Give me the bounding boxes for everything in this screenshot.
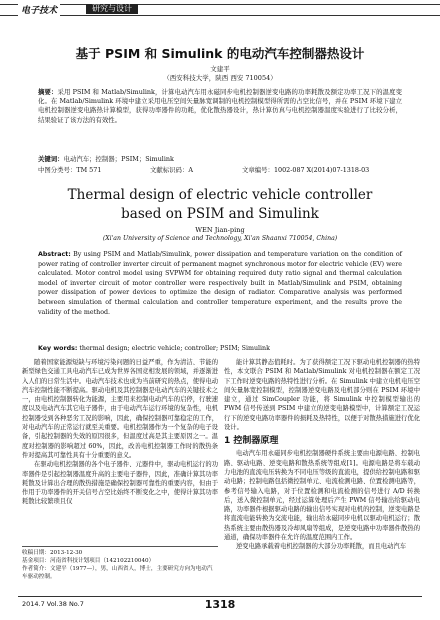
section-label: 研究与设计: [86, 4, 138, 14]
abstract-cn-label: 摘要：: [38, 88, 58, 96]
body-column-right: [224, 358, 420, 552]
body-paragraph: 逆变电路承载着电机控制器的大部分功率耗散，而且电动汽车: [236, 543, 407, 551]
page-number: 1318: [204, 598, 236, 611]
section-heading-1: 1 控制器原理: [224, 436, 279, 447]
keywords-en-text: thermal design; electric vehicle; controller; PSIM; Simulink: [79, 345, 270, 352]
author-english: WEN Jian-ping: [195, 226, 245, 234]
title-english: [0, 186, 440, 224]
title-en-line-1: Thermal design of electric vehicle controller: [67, 187, 373, 203]
clc-number: 中图分类号：TM 571: [38, 166, 102, 174]
affiliation-english: (Xi'an University of Science and Technology, Xi'an Shaanxi 710054, China): [102, 235, 338, 242]
keywords-cn-text: 电动汽车；控制器；PSIM；Simulink: [63, 155, 174, 163]
body-paragraph: 能计算其静态值耗时。为了获得额定工况下驱动电机控制器的热特性，本文联合 PSIM 和 Matlab/Simulink 对电机控制器在额定工况下工作时逆变电路的热特性进行分析。在 Simulink 中建立电机电压空间矢量脉宽控制模型，控制器逆变电路及电机部分则在 PSIM 环境中建立，通过 SimCoupler 功能，将 Simulink 中控制模型输出的 PWM 信号传送到 PSIM 中建立的逆变电路模型中，计算额定工况运行下的逆变电路功率器件的损耗及热特性，以便于对散热措施进行优化设计。: [224, 359, 420, 432]
abstract-chinese: [38, 88, 402, 125]
keywords-english: [38, 345, 402, 352]
footnote-line: 收稿日期：2013-12-30: [22, 550, 83, 556]
abstract-english: [38, 250, 402, 317]
body-paragraph: 电动汽车用永磁同步电机控制器硬件系统主要由电源电路、控制电路、驱动电路、逆变电路和散热系统等组成[1]。电源电路是将车载动力电池的直流电压转换为不同电压等级的直流电，提供给控制电路和驱动电路；控制电路包括微控制单元、电流检测电路、位置检测电路等，参考信号输入电路，对于位置检测和电流检测的信号进行 A/D 转换后，送入微控制单元，经过运算处理后产生 PWM 信号输出给驱动电路，功率器件根据驱动电路的输出信号实现对电机的控制，逆变电路是将直流电能转换为交流电能，输出给永磁同步电机以驱动电机运行；散热系统主要由散热器及冷却风扇等组成，是逆变电路中功率器件散热的通道，确保功率器件在允许的温度范围内工作。: [224, 450, 420, 542]
header-rule: [0, 4, 440, 16]
author-chinese: 文建平: [210, 65, 230, 73]
footnote-line: 基金项目：河南省科技计划项目（142102210040）: [22, 558, 155, 564]
footer-rule: [18, 596, 422, 597]
abstract-en-label: Abstract:: [38, 251, 71, 258]
journal-header: [0, 0, 440, 22]
footnote-line: 作者简介：文建平（1977—），男，山西省人，博士，主要研究方向为电动汽车驱动控制。: [22, 566, 213, 580]
document-code: 文献标识码：A: [150, 166, 193, 174]
journal-name: 电子技术: [18, 3, 60, 16]
body-paragraph: 在驱动电机控制器的各个电子器件、元器件中，驱动电机运行的功率器件是引起控制器温度升高的主要电子器件，因此，准确计算其功率耗散及计算出合理的散热措施是确保控制器可靠性的重要内容，但由于作用于功率器件的开关信号占空比始终不断变化之中，使得计算其功率耗散比较繁琐且仅: [22, 461, 218, 506]
affiliation-chinese: （西安科技大学，陕西 西安 710054）: [163, 74, 277, 82]
issue-info: 2014.7 Vol.38 No.7: [22, 600, 84, 608]
title-en-line-2: based on PSIM and Simulink: [121, 206, 319, 222]
page-footer: [0, 596, 440, 614]
body-paragraph: 随着国家能源短缺与环境污染问题的日益严重，作为清洁、节能的新型绿色交通工具电动汽车已成为世界各国竞相发展的领域，并逐渐进入人们的日常生活中。电动汽车技术也成为当前研究的热点，使得电动汽车控制性能不断提高。驱动电机及其控制器是电动汽车的关键技术之一，由电机控制器转化为能源，主要用来控制电动汽车的启停，行驶速度以及电动汽车其它电子器件，由于电动汽车运行环境的复杂性，电机控制器受到各种恶劣工况的影响，因此，确保控制器可靠稳定的工作，对电动汽车的正常运行就至关重要。电机控制器作为一个复杂的电子设备，引起控制器的失效的原因很多，但温度过高是其主要原因之一。温度对控制器的影响超过 60%，因此，改善电机控制器工作时的散热条件对提高其可靠性具有十分重要的意义。: [22, 359, 218, 459]
keywords-cn-label: 关键词：: [38, 155, 64, 163]
abstract-en-text: By using PSIM and Matlab/Simulink, power dissipation and temperature variation on the condition of power rating of controller inverter circuit of permanent magnet synchronous motor for electric vehicle (EV) were calculated. Motor control model using SVPWM for obtaining required duty ratio signal and thermal calculation model of inverter circuit of motor controller were respectively built in Matlab/Simulink and PSIM, obtaining power dissipation of power devices to optimize the design of radiator. Comparative analysis was performed between simulation of thermal calculation and controller temperature experiment, and the results prove the validity of the method.: [38, 251, 402, 316]
keywords-chinese: [38, 154, 402, 163]
article-number: 文章编号：1002-087 X(2014)07-1318-03: [242, 166, 370, 174]
footnote: [22, 546, 218, 581]
title-chinese: 基于 PSIM 和 Simulink 的电动汽车控制器热设计: [75, 46, 365, 61]
abstract-cn-text: 采用 PSIM 和 Matlab/Simulink，计算电动汽车用永磁同步电机控制器逆变电路的功率耗散及额定功率工况下的温度变化。在 Matlab/Simulink 环境中建立采用电压空间矢量脉宽调制的电机控制模型得所需的占空比信号，并在 PSIM 环境下建立电机控制器逆变电路热计算模型，获得功率器件的功耗，优化散热器设计，热计算仿真与电机控制器温度实验进行了比较分析，结果验证了该方法的有效性。: [38, 88, 402, 124]
keywords-en-label: Key words:: [38, 345, 78, 352]
body-column-left: [22, 358, 218, 507]
